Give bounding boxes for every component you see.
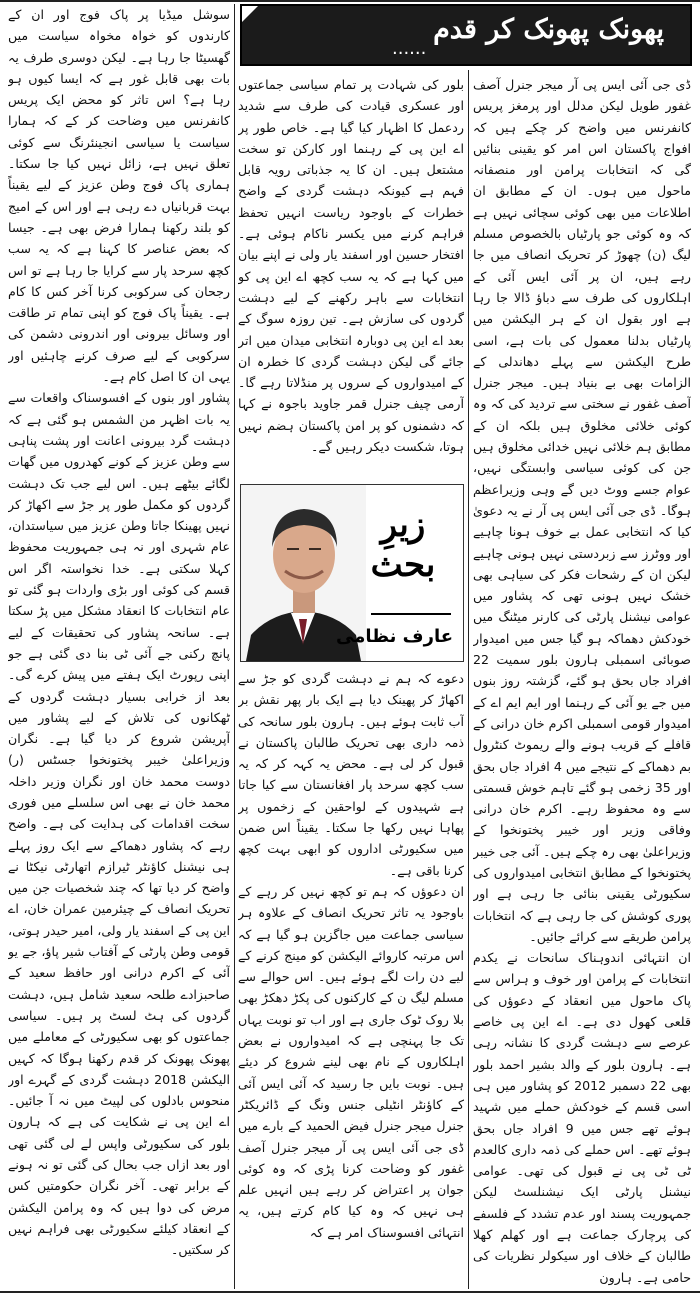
headline-corner-fold — [242, 6, 258, 22]
paragraph: سوشل میڈیا پر پاک فوج اور ان کے کارندوں کو خواہ مخواہ سیاست میں گھسیٹا جا رہا ہے۔ لیکن دوسری طرف یہ بات بھی قابل غور ہے کہ ایسا کیوں ہو رہا ہے؟ اس تاثر کو محض ایک پریس کانفرنس میں وضاحت کر کے کہ ہمارا سیاست یا سیاسی انجینئرنگ سے کوئی تعلق نہیں ہے، زائل نہیں کیا جا سکتا۔ ہماری پاک فوج وطن عزیز کے لیے یقیناً بہت قربانیاں دے رہی ہے اور اس کے امیج کو بلند رکھنا ہمارا فرض بھی ہے۔ جیسا کہ بعض عناصر کا کہنا ہے کہ یہ سب کچھ سرحد پار سے کرایا جا رہا ہے تو اس رجحان کی سرکوبی کرنا آخر کس کا کام ہے۔ یقیناً پاک فوج کو اپنی تمام تر طاقت اور وسائل بیرونی اور اندرونی دشمن کی سرکوبی کے لیے صرف کرنے چاہئیں اور یہی ان کا اصل کام ہے۔ — [8, 7, 230, 385]
byline-divider — [371, 613, 451, 615]
paragraph: ڈی جی آئی ایس پی آر میجر جنرل آصف غفور طویل لیکن مدلل اور پرمغز پریس کانفرنس میں واضح کر چکے ہیں کہ افواج پاکستان اس امر کو یقینی بنائیں گی کہ انتخابات پرامن اور منصفانہ ماحول میں ہوں۔ ان کے مطابق ان اطلاعات میں بھی کوئی سچائی نہیں ہے کہ وہ کوئی جو پارٹیاں بالخصوص مسلم لیگ (ن) چھوڑ کر تحریک انصاف میں جا رہے ہیں، ان پر آئی ایس آئی کے اہلکاروں کی طرف سے دباؤ ڈالا جا رہا ہے اور بقول ان کے ہر الیکشن میں پارٹیاں بدلنا معمول کی بات ہے، اسی طرح الیکشن سے پہلے دھاندلی کے الزامات بھی بے بنیاد ہیں۔ میجر جنرل آصف غفور نے سختی سے تردید کی کہ وہ کوئی خلائی مخلوق ہیں بلکہ ان کے مطابق ہم خلائی نہیں خدائی مخلوق ہیں جن کی کوئی سیاسی وابستگی نہیں، عوام جسے ووٹ دیں گے وہی وزیراعظم ہوگا۔ ڈی جی آئی ایس پی آر نے یہ دعویٰ کیا کہ انتخابی عمل بے خوف ہونا چاہیے اور ووٹرز سے زبردستی نہیں ہونی چاہیے لیکن ان کے رشحات فکر کی سیاہی بھی خشک نہیں ہونی تھی کہ پشاور میں عوامی نیشنل پارٹی کی کارنر میٹنگ میں خودکش دھماکہ ہو گیا جس میں امیدوار صوبائی اسمبلی ہارون بلور سمیت 22 افراد جاں بحق ہو گئے، گزشتہ روز بنوں میں جے یو آئی کے رہنما اور ایم ایم اے کے امیدوار قومی اسمبلی اکرم خان درانی کے قافلے کے قریب ہونے والے ریموٹ کنٹرول بم دھماکے کے نتیجے میں 4 افراد جاں بحق اور 35 زخمی ہو گئے تاہم خوش قسمتی سے وہ محفوظ رہے۔ اکرم خان درانی وفاقی وزیر اور خیبر پختونخوا کے وزیراعلیٰ بھی رہ چکے ہیں۔ آئی جی خیبر پختونخوا کے مطابق انتخابی امیدواروں کی سکیورٹی یقینی بنائی جا رہی ہے اور پوری کوشش کی جا رہی ہے کہ انتخابات پرامن طریقے سے کرائے جائیں۔ — [473, 77, 691, 944]
byline-box — [240, 484, 464, 662]
column-divider — [234, 4, 235, 1289]
paragraph: دعوے کہ ہم نے دہشت گردی کو جڑ سے اکھاڑ کر پھینک دیا ہے ایک بار پھر نقش بر آب ثابت ہوئے ہیں۔ ہارون بلور سانحہ کی ذمہ داری بھی تحریک طالبان پاکستان نے قبول کر لی ہے۔ محض یہ کہہ کر کہ یہ سب کچھ سرحد پار افغانستان سے کیا جاتا ہے شہیدوں کے لواحقین کے زخموں پر پھاہا نہیں رکھا جا سکتا۔ یقیناً اس ضمن میں سکیورٹی اداروں کو ابھی بہت کچھ کرنا باقی ہے۔ — [238, 671, 464, 878]
paragraph: ان دعوؤں کہ ہم تو کچھ نہیں کر رہے کے باوجود یہ تاثر تحریک انصاف کے علاوہ ہر سیاسی جماعت میں جاگزین ہو گیا ہے کہ اس مرتبہ کاروائے الیکشن کو مینج کرنے کے لیے دن رات لگے ہوئے ہیں۔ اس حوالے سے مسلم لیگ ن کے کارکنوں کی پکڑ دھکڑ بھی بلا روک ٹوک جاری ہے اور اب تو نوبت یہاں تک جا پہنچی ہے کہ امیدواروں نے بعض اہلکاروں کے نام بھی لینے شروع کر دیئے ہیں۔ نوبت بایں جا رسید کہ آئی ایس آئی کے کاؤنٹر انٹیلی جنس ونگ کے ڈائریکٹر جنرل میجر جنرل فیض الحمید کے بارے میں ڈی جی آئی ایس پی آر میجر جنرل آصف غفور کو وضاحت کرنا پڑی کہ وہ کوئی جوان پر اعتراض کر رہے ہیں انہیں علم ہی نہیں کہ وہ کیا کام کرتے ہیں، یہ انتہائی افسوسناک امر ہے کہ — [238, 883, 464, 1240]
author-name: عارف نظامی — [336, 626, 453, 647]
page-border-top — [0, 0, 700, 2]
headline-title: پھونک پھونک کر قدم — [433, 14, 664, 45]
article-column-middle-top — [238, 74, 464, 478]
article-column-left — [8, 4, 230, 1288]
paragraph: ان انتہائی اندوہناک سانحات نے یکدم انتخابات کے پرامن اور خوف و ہراس سے پاک ماحول میں انعقاد کے دعوؤں کی قلعی کھول دی ہے۔ اے این پی خاصے عرصے سے دہشت گردی کا نشانہ رہی ہے۔ ہارون بلور کے والد بشیر احمد بلور بھی 22 دسمبر 2012 کو پشاور میں ہی اسی قسم کے خودکش حملے میں شہید ہوئے تھے جس میں 9 افراد جاں بحق ہوئے تھے۔ اس حملے کی ذمہ داری کالعدم ٹی ٹی پی نے قبول کی تھی۔ عوامی نیشنل پارٹی ایک نیشنلسٹ لیکن جمہوریت پسند اور عدم تشدد کے فلسفے کی پرچارک جماعت ہے اور کھلم کھلا طالبان کے خلاف اور سیکولر نظریات کی حامی ہے۔ ہارون — [473, 950, 691, 1285]
column-name-logo: زیرِ بحث — [370, 505, 436, 585]
article-column-middle-bottom — [238, 668, 464, 1288]
headline-dots: ...... — [392, 38, 427, 59]
column-divider — [468, 70, 469, 1289]
article-column-right — [473, 74, 691, 1288]
paragraph: پشاور اور بنوں کے افسوسناک واقعات سے یہ بات اظہر من الشمس ہو گئی ہے کہ دہشت گرد بیرونی اعانت اور پشت پناہی سے وطن عزیز کے کونے کھدروں میں گھات لگائے بیٹھے ہیں۔ اس لیے جب تک دہشت گردوں کو مکمل طور پر جڑ سے اکھاڑ کر نہیں پھینکا جاتا وطن عزیز میں سیاستدان، عام شہری اور نہ ہی جمہوریت محفوظ کہلا سکتی ہے۔ خدا نخواستہ اگر اس قسم کی کوئی اور بڑی واردات ہو گئی تو عام انتخابات کا انعقاد مشکل میں پڑ سکتا ہے۔ سانحہ پشاور کی تحقیقات کے لیے پانچ رکنی جے آئی ٹی بنا دی گئی ہے جو اپنی رپورٹ ایک ہفتے میں پیش کرے گی۔ بعد از خرابی بسیار دہشت گردوں کے ٹھکانوں کی تلاش کے لیے پشاور میں آپریشن شروع کر دیا گیا ہے۔ نگران وزیراعلیٰ خیبر پختونخوا جسٹس (ر) دوست محمد خان اور نگران وزیر داخلہ محمد خان نے بھی اس سلسلے میں فوری سخت اقدامات کی ہدایت کی ہے۔ واضح رہے کہ پشاور دھماکے سے ایک روز پہلے ہی نیشنل کاؤنٹر ٹیرازم اتھارٹی نیکٹا نے واضح کر دیا تھا کہ چند شخصیات جن میں تحریک انصاف کے چیئرمین عمران خان، اے این پی کے اسفند یار ولی، امیر حیدر ہوتی، قومی وطن پارٹی کے آفتاب شیر پاؤ، جے یو آئی کے اکرم درانی اور حافظ سعید کے صاحبزادے طلحہ سعید شامل ہیں، دہشت گردوں کی ہٹ لسٹ پر ہیں۔ سیاسی جماعتوں کو بھی سکیورٹی کے معاملے میں پھونک پھونک کر قدم رکھنا ہوگا کہ کہیں الیکشن 2018 دہشت گردی کے گہرے اور منحوس بادلوں کی لپیٹ میں نہ آ جائیں۔ اے این پی نے شکایت کی ہے کہ ہارون بلور کی سکیورٹی واپس لے لی گئی تھی اور بعد ازاں جب بحال کی گئی تو نہ ہونے کے برابر تھی۔ آخر نگران حکومتیں کس مرض کی دوا ہیں کہ وہ پرامن الیکشن کے انعقاد کیلئے سکیورٹی بھی فراہم نہیں کر سکتیں۔ — [8, 390, 230, 1258]
paragraph: بلور کی شہادت پر تمام سیاسی جماعتوں اور عسکری قیادت کی طرف سے شدید ردعمل کا اظہار کیا گیا ہے۔ خاص طور پر اے این پی کے رہنما اور کارکن تو سخت مشتعل ہیں۔ ان کا یہ جذباتی رویہ قابل فہم ہے کیونکہ دہشت گردی کے واضح خطرات کے باوجود ریاست انہیں تحفظ فراہم کرنے میں یکسر ناکام ہوئی ہے۔ افتخار حسین اور اسفند یار ولی نے اپنے بیان میں کہا ہے کہ یہ سب کچھ اے این پی کو انتخابات سے باہر رکھنے کے لیے دہشت گردوں کی سازش ہے۔ تین روزہ سوگ کے بعد اے این پی دوبارہ انتخابی میدان میں اتر جائے گی لیکن دہشت گردی کا خطرہ ان کے امیدواروں کے سروں پر منڈلاتا رہے گا۔ آرمی چیف جنرل قمر جاوید باجوہ نے کہا کہ دشمنوں کو پر امن پاکستان ہضم نہیں ہوتا، شکست دیکر رہیں گے۔ — [238, 77, 464, 455]
headline-box — [240, 4, 692, 66]
